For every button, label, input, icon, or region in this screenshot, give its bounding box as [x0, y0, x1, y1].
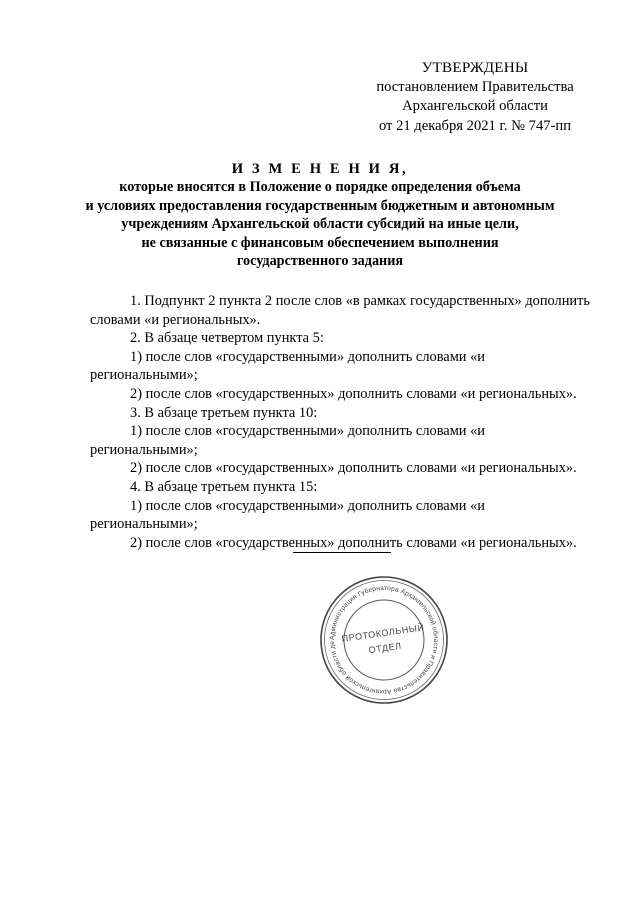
document-heading — [40, 160, 600, 270]
paragraph-7: 2) после слов «государственных» дополнить словами «и региональных». — [130, 460, 577, 477]
stamp-graphic — [318, 574, 450, 706]
heading-line-4: не связанные с финансовым обеспечением выполнения — [141, 234, 499, 251]
document-body — [90, 292, 590, 552]
heading-line-3: учреждениям Архангельской области субсидий на иные цели, — [121, 216, 519, 233]
approval-line-3: Архангельской области — [402, 98, 548, 114]
paragraph-5: 3. В абзаце третьем пункта 10: — [130, 404, 318, 421]
paragraph-1: 1. Подпункт 2 пункта 2 после слов «в рамках государственных» дополнить словами «и региональных». — [90, 293, 590, 328]
approval-title: УТВЕРЖДЕНЫ — [421, 59, 529, 76]
paragraph-6: 1) после слов «государственными» дополнить словами «и региональными»; — [90, 423, 485, 458]
heading-line-2: и условиях предоставления государственным бюджетным и автономным — [85, 197, 555, 214]
paragraph-4: 2) после слов «государственных» дополнить словами «и региональных». — [130, 385, 577, 402]
approval-line-2: постановлением Правительства — [376, 78, 574, 95]
paragraph-9: 1) после слов «государственными» дополнить словами «и региональными»; — [90, 497, 485, 533]
stamp-center-line-1: ПРОТОКОЛЬНЫЙ — [341, 622, 425, 644]
paragraph-8: 4. В абзаце третьем пункта 15: — [130, 478, 318, 495]
heading-line-5: государственного задания — [236, 253, 404, 270]
approval-line-4: от 21 декабря 2021 г. № 747-пп — [378, 117, 572, 134]
paragraph-2: 2. В абзаце четвертом пункта 5: — [130, 330, 324, 347]
end-divider — [293, 552, 391, 553]
paragraph-3: 1) после слов «государственными» дополнить словами «и региональными»; — [90, 348, 485, 384]
heading-title: И З М Е Н Е Н И Я, — [231, 161, 409, 177]
approval-block — [360, 58, 590, 136]
heading-line-1: которые вносятся в Положение о порядке определения объема — [119, 179, 521, 196]
paragraph-10: 2) после слов «государственных» дополнить словами «и региональных». — [130, 534, 577, 551]
stamp-ring-text: Администрация Губернатора Архангельской области и Правительства Архангельской области де — [328, 584, 440, 696]
stamp-center-line-2: ОТДЕЛ — [367, 640, 403, 656]
official-stamp-seal — [318, 574, 450, 706]
